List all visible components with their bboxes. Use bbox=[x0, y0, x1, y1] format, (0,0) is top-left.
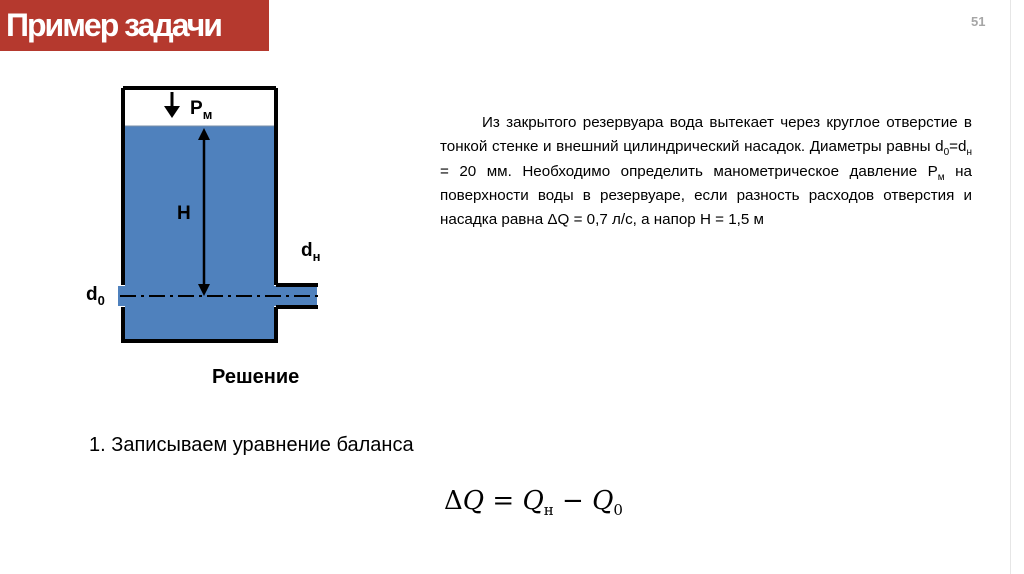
nozzle-diameter-label: $d_н$ bbox=[301, 240, 321, 264]
orifice-diameter-label: $d_0$ bbox=[86, 284, 105, 308]
balance-equation: $\Delta Q = Q_н - Q_0$ bbox=[444, 486, 623, 520]
slide-title-text: Пример задачи bbox=[6, 7, 221, 43]
page-number: 51 bbox=[971, 14, 986, 29]
height-label: H bbox=[177, 203, 191, 224]
step-1-text: 1. Записываем уравнение баланса bbox=[89, 434, 414, 456]
problem-statement: Из закрытого резервуара вода вытекает через круглое отверстие в тонкой стенке и внешний цилиндрический насадок. Диаметры равны $d_0=d_н = 20$ мм. Необходимо определить манометрическое давление $P_м$ на поверхности воды в резервуаре, если разность расходов отверстия и насадка равна ΔQ = 0,7 л/с, а напор H = 1,5 м bbox=[440, 114, 972, 229]
solution-heading: Решение bbox=[212, 366, 300, 388]
tank-water bbox=[125, 126, 274, 341]
pressure-arrow-icon bbox=[164, 92, 180, 118]
pressure-label: $P_м$ bbox=[190, 98, 213, 122]
